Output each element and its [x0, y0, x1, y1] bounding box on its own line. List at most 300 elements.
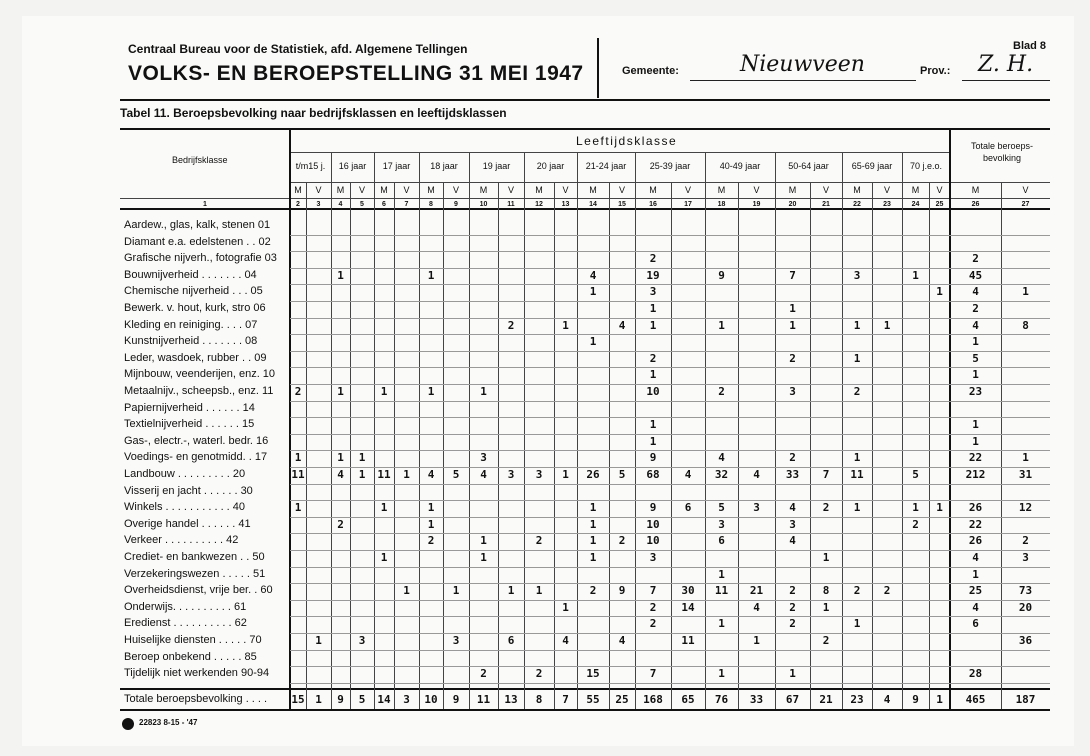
column-number: 25	[935, 201, 944, 208]
total-cell: 4	[883, 692, 891, 706]
table-cell: 11	[850, 468, 864, 481]
row-label: Kunstnijverheid . . . . . . . 08	[124, 335, 258, 348]
bureau-heading: Centraal Bureau voor de Statistiek, afd. Algemene Tellingen	[128, 42, 468, 56]
table-cell: 32	[714, 468, 729, 481]
form-title: VOLKS- EN BEROEPSTELLING 31 MEI 1947	[128, 62, 584, 85]
column-line	[671, 182, 672, 709]
leeftijdsklasse-header: Leeftijdsklasse	[576, 134, 678, 148]
table-cell: 1	[649, 368, 657, 382]
table-cell: 4	[427, 468, 435, 481]
mv-label: V	[618, 185, 625, 195]
row-rule	[290, 600, 1050, 601]
table-cell: 4	[480, 468, 487, 481]
table-cell: 6	[972, 617, 979, 631]
table-cell: 4	[972, 551, 979, 564]
table-cell: 1	[380, 385, 388, 398]
age-header-label: 50-64 jaar	[788, 161, 829, 171]
column-line	[443, 182, 444, 709]
table-cell: 1	[315, 634, 322, 647]
row-rule	[290, 318, 1050, 319]
mv-label: V	[684, 185, 691, 195]
row-rule	[290, 417, 1050, 418]
mv-label: V	[562, 185, 569, 195]
table-cell: 7	[649, 584, 657, 598]
row-rule	[290, 567, 1050, 568]
table-cell: 3	[753, 501, 760, 515]
row-label: Verkeer . . . . . . . . . . 42	[124, 534, 239, 547]
table-cell: 1	[427, 268, 435, 282]
title-rule	[120, 99, 1050, 101]
column-number: 19	[752, 201, 761, 208]
table-cell: 2	[427, 534, 435, 548]
table-cell: 3	[789, 517, 796, 531]
total-cell: 1	[315, 692, 322, 706]
mv-label: V	[936, 185, 943, 195]
table-cell: 23	[968, 385, 983, 398]
table-cell: 31	[1018, 468, 1033, 481]
table-cell: 1	[294, 501, 302, 515]
total-cell: 65	[681, 692, 695, 706]
column-number: 15	[618, 201, 626, 208]
age-header-label: 21-24 jaar	[585, 161, 627, 171]
table-cell: 1	[403, 584, 410, 598]
table-cell: 3	[649, 551, 657, 564]
table-cell: 3	[507, 468, 515, 481]
row-rule	[290, 251, 1050, 252]
column-number: 21	[822, 201, 830, 208]
table-cell: 4	[718, 451, 725, 465]
row-label: Tijdelijk niet werkenden 90-94	[124, 667, 270, 680]
column-number: 22	[853, 201, 861, 208]
table-cell: 22	[968, 451, 983, 465]
row-label: Beroep onbekend . . . . . 85	[124, 650, 257, 663]
table-cell: 10	[646, 385, 660, 398]
column-number: 1	[203, 201, 207, 208]
province-value: Z. H.	[978, 52, 1034, 77]
table-cell: 1	[789, 667, 796, 681]
table-cell: 1	[562, 600, 569, 614]
age-header-label: 18 jaar	[430, 161, 458, 171]
table-cell: 9	[649, 451, 657, 465]
table-cell: 1	[427, 501, 435, 515]
table-cell: 1	[294, 451, 302, 465]
row-label: Overige handel . . . . . . 41	[124, 517, 251, 530]
age-header-label: 19 jaar	[482, 161, 511, 171]
column-line	[872, 182, 873, 709]
table-cell: 2	[789, 584, 796, 598]
table-cell: 4	[972, 285, 979, 299]
row-label: Mijnbouw, veenderijen, enz. 10	[124, 368, 276, 381]
column-number: 3	[316, 201, 321, 208]
mv-label: M	[380, 185, 388, 195]
column-number: 12	[535, 201, 543, 208]
table-cell: 1	[535, 584, 543, 598]
table-cell: 11	[681, 634, 695, 647]
table-cell: 1	[972, 335, 979, 349]
table-cell: 26	[968, 501, 983, 515]
mv-label: V	[452, 185, 459, 195]
total-cell: 9	[337, 692, 344, 706]
table-cell: 73	[1018, 584, 1033, 598]
table-cell: 2	[649, 617, 657, 631]
total-cell: 5	[358, 692, 366, 706]
table-cell: 212	[965, 468, 986, 481]
table-cell: 1	[562, 318, 569, 332]
table-cell: 1	[1022, 285, 1029, 299]
row-rule	[290, 367, 1050, 368]
age-header-label: 65-69 jaar	[851, 161, 893, 171]
column-line	[609, 182, 610, 709]
total-cell: 8	[535, 692, 543, 706]
row-label: Bouwnijverheid . . . . . . . 04	[124, 268, 257, 281]
table-cell: 1	[822, 551, 830, 564]
column-line	[810, 182, 811, 709]
table-cell: 4	[618, 634, 626, 647]
total-cell: 76	[714, 692, 729, 706]
mv-label: V	[507, 185, 514, 195]
row-label: Onderwijs. . . . . . . . . . 61	[124, 600, 247, 613]
row-rule	[290, 434, 1050, 435]
total-cell: 1	[936, 692, 943, 706]
table-cell: 4	[972, 318, 979, 332]
row-rule	[290, 683, 1050, 684]
total-cell: 168	[643, 692, 663, 706]
row-label: Visserij en jacht . . . . . . 30	[124, 484, 253, 497]
age-header-label: 25-39 jaar	[649, 161, 691, 171]
row-label: Eredienst . . . . . . . . . . 62	[124, 617, 247, 630]
row-rule	[290, 401, 1050, 402]
mv-label: V	[883, 185, 890, 195]
age-header-label: 70 j.e.o.	[909, 161, 943, 171]
table-cell: 11	[714, 584, 729, 598]
table-cell: 45	[968, 268, 983, 282]
gemeente-line	[690, 80, 916, 81]
table-cell: 7	[822, 468, 830, 481]
table-cell: 2	[853, 584, 861, 598]
total-cell: 15	[291, 692, 305, 706]
mv-label: V	[1022, 185, 1029, 195]
table-cell: 2	[883, 584, 891, 598]
table-cell: 15	[586, 667, 600, 681]
header-divider	[597, 38, 599, 98]
column-number: 27	[1021, 201, 1030, 208]
table-cell: 2	[822, 501, 830, 515]
row-label: Metaalnijv., scheepsb., enz. 11	[124, 385, 274, 397]
table-cell: 1	[718, 667, 725, 681]
table-cell: 1	[649, 318, 657, 332]
table-cell: 1	[452, 584, 460, 598]
total-cell: 9	[912, 692, 919, 706]
table-bottom-rule	[120, 709, 1050, 711]
table-cell: 2	[507, 318, 515, 332]
row-rule	[290, 666, 1050, 667]
table-cell: 1	[972, 434, 979, 448]
table-cell: 1	[753, 634, 760, 647]
table-cell: 1	[589, 551, 597, 564]
total-cell: 3	[403, 692, 410, 706]
column-number: 26	[971, 201, 980, 208]
table-cell: 1	[337, 385, 344, 398]
table-cell: 1	[589, 335, 597, 349]
table-cell: 2	[853, 385, 861, 398]
table-cell: 1	[718, 318, 725, 332]
mv-label: V	[822, 185, 829, 195]
column-number: 13	[561, 201, 570, 208]
total-cell: 187	[1015, 692, 1036, 706]
row-label: Landbouw . . . . . . . . . 20	[124, 468, 246, 480]
age-header-label: 16 jaar	[338, 161, 367, 171]
table-cell: 1	[972, 567, 979, 581]
column-number: 7	[404, 201, 409, 208]
row-label: Bewerk. v. hout, kurk, stro 06	[124, 302, 266, 314]
row-rule	[290, 301, 1050, 302]
row-label: Crediet- en bankwezen . . 50	[124, 551, 265, 563]
table-cell: 2	[912, 517, 919, 531]
row-label: Gas-, electr.-, waterl. bedr. 16	[124, 434, 269, 447]
table-cell: 1	[507, 584, 515, 598]
table-cell: 4	[753, 600, 760, 614]
table-cell: 2	[972, 252, 979, 266]
table-top-rule	[120, 128, 1050, 130]
bedrijfsklasse-header: Bedrijfsklasse	[172, 155, 228, 165]
row-rule	[290, 484, 1050, 485]
row-label: Textielnijverheid . . . . . . 15	[124, 418, 255, 431]
table-title: Tabel 11. Beroepsbevolking naar bedrijfsklassen en leeftijdsklassen	[120, 106, 507, 120]
total-cell: 10	[424, 692, 438, 706]
table-cell: 5	[972, 351, 979, 365]
table-cell: 1	[936, 501, 943, 515]
total-cell: 13	[504, 692, 518, 706]
table-cell: 1	[912, 268, 919, 282]
row-rule	[290, 616, 1050, 617]
table-cell: 2	[789, 351, 796, 365]
table-cell: 4	[618, 318, 626, 332]
table-cell: 1	[789, 302, 796, 315]
table-cell: 1	[380, 551, 388, 564]
table-cell: 7	[789, 268, 796, 282]
table-cell: 33	[785, 468, 800, 481]
row-label: Verzekeringswezen . . . . . 51	[124, 567, 266, 580]
mv-label: V	[403, 185, 410, 195]
column-number: 16	[649, 201, 657, 208]
total-cell: 21	[819, 692, 833, 706]
table-cell: 2	[535, 667, 543, 681]
total-cell: 11	[476, 692, 491, 706]
table-cell: 20	[1018, 600, 1033, 614]
row-rule	[290, 550, 1050, 551]
header-bottom-rule	[120, 208, 1050, 210]
table-cell: 1	[337, 268, 344, 282]
row-label: Huiselijke diensten . . . . . 70	[124, 634, 262, 646]
row-rule	[290, 633, 1050, 634]
province-line	[962, 80, 1050, 81]
table-cell: 1	[649, 302, 657, 315]
table-cell: 3	[649, 285, 657, 299]
age-header-label: t/m15 j.	[295, 161, 326, 171]
table-cell: 1	[589, 517, 597, 531]
row-rule	[290, 334, 1050, 335]
table-cell: 11	[291, 468, 305, 481]
table-cell: 4	[684, 468, 692, 481]
column-number: 11	[507, 201, 515, 208]
table-cell: 1	[589, 285, 597, 299]
age-header-rule	[290, 152, 950, 153]
table-cell: 1	[853, 318, 861, 332]
table-cell: 2	[789, 617, 796, 631]
mv-label: M	[911, 185, 920, 195]
table-cell: 4	[753, 468, 760, 481]
column-line	[554, 182, 555, 709]
table-cell: 3	[452, 634, 460, 647]
province-label: Prov.:	[920, 65, 951, 77]
table-cell: 26	[968, 534, 983, 548]
totals-label: Totale beroepsbevolking . . . .	[124, 692, 268, 705]
column-number: 2	[296, 201, 300, 208]
mv-label: M	[294, 185, 302, 195]
table-cell: 1	[853, 501, 861, 515]
column-number: 9	[454, 201, 458, 208]
table-cell: 3	[358, 634, 366, 647]
table-cell: 25	[968, 584, 983, 598]
table-cell: 2	[649, 351, 657, 365]
mv-label: M	[479, 185, 488, 195]
column-line	[738, 182, 739, 709]
column-number: 8	[429, 201, 433, 208]
table-cell: 1	[1022, 451, 1029, 465]
row-label: Leder, wasdoek, rubber . . 09	[124, 351, 267, 364]
table-cell: 3	[535, 468, 543, 481]
gemeente-value: Nieuwveen	[740, 52, 865, 77]
mv-label: M	[589, 185, 597, 195]
table-cell: 2	[618, 534, 626, 548]
mv-label: V	[753, 185, 760, 195]
total-cell: 23	[850, 692, 864, 706]
table-cell: 10	[646, 517, 660, 531]
table-cell: 1	[480, 534, 487, 548]
table-cell: 2	[789, 451, 796, 465]
column-line	[498, 182, 499, 709]
total-cell: 67	[785, 692, 800, 706]
table-cell: 28	[968, 667, 983, 681]
table-cell: 6	[684, 501, 692, 515]
table-cell: 3	[853, 268, 861, 282]
table-cell: 1	[562, 468, 569, 481]
table-cell: 2	[337, 517, 344, 531]
row-label: Winkels . . . . . . . . . . . 40	[124, 501, 246, 514]
table-cell: 1	[358, 468, 366, 481]
table-cell: 1	[972, 368, 979, 382]
table-cell: 3	[718, 517, 725, 531]
column-line	[929, 182, 930, 709]
mv-label: M	[336, 185, 345, 195]
table-cell: 1	[589, 501, 597, 515]
mv-label: M	[649, 185, 657, 195]
row-rule	[290, 450, 1050, 451]
printer-logo-icon	[122, 718, 134, 730]
table-cell: 1	[649, 434, 657, 448]
table-cell: 12	[1018, 501, 1033, 515]
row-rule	[290, 533, 1050, 534]
totals-top-rule	[120, 688, 1050, 690]
table-cell: 1	[853, 351, 861, 365]
row-label: Voedings- en genotmidd. . 17	[124, 451, 268, 464]
total-cell: 465	[965, 692, 986, 706]
row-label: Chemische nijverheid . . . 05	[124, 285, 263, 298]
table-cell: 1	[427, 385, 435, 398]
table-cell: 5	[452, 468, 460, 481]
table-cell: 4	[337, 468, 344, 481]
column-number: 5	[360, 201, 364, 208]
row-rule	[290, 650, 1050, 651]
column-line	[1001, 182, 1002, 709]
column-line	[350, 182, 351, 709]
mv-label: M	[971, 185, 980, 195]
mv-label: V	[358, 185, 365, 195]
total-cell: 14	[377, 692, 391, 706]
table-cell: 2	[649, 252, 657, 266]
row-rule	[290, 268, 1050, 269]
column-number: 10	[479, 201, 488, 208]
table-cell: 1	[480, 551, 487, 564]
table-cell: 6	[507, 634, 515, 647]
row-rule	[290, 384, 1050, 385]
table-cell: 4	[562, 634, 569, 647]
total-cell: 9	[452, 692, 460, 706]
table-cell: 1	[358, 451, 366, 465]
column-number: 14	[589, 201, 597, 208]
age-header-label: 40-49 jaar	[719, 161, 761, 171]
row-label: Aardew., glas, kalk, stenen 01	[124, 219, 271, 231]
table-cell: 1	[883, 318, 891, 332]
table-cell: 1	[936, 285, 943, 299]
page-label: Blad 8	[1013, 40, 1047, 52]
column-number: 17	[684, 201, 692, 208]
table-cell: 8	[1022, 318, 1029, 332]
table-cell: 8	[822, 584, 830, 598]
row-label: Kleding en reiniging. . . . 07	[124, 318, 258, 331]
mv-label: M	[853, 185, 861, 195]
column-line	[394, 182, 395, 709]
column-number: 6	[382, 201, 386, 208]
table-cell: 9	[649, 501, 657, 515]
totals-column-divider	[949, 128, 951, 709]
table-cell: 2	[718, 385, 725, 398]
table-cell: 4	[789, 501, 796, 515]
table-cell: 1	[822, 600, 830, 614]
table-cell: 1	[853, 451, 861, 465]
row-label: Diamant e.a. edelstenen . . 02	[124, 235, 271, 248]
table-cell: 1	[427, 517, 435, 531]
table-cell: 1	[649, 418, 657, 432]
table-cell: 22	[968, 517, 983, 531]
table-cell: 9	[618, 584, 626, 598]
total-cell: 55	[586, 692, 600, 706]
row-rule	[290, 517, 1050, 518]
table-cell: 5	[618, 468, 626, 481]
print-code: 22823 8-15 - '47	[139, 718, 198, 727]
table-cell: 30	[681, 584, 695, 598]
table-cell: 1	[789, 318, 796, 332]
table-cell: 36	[1018, 634, 1033, 647]
mv-label: M	[535, 185, 543, 195]
table-cell: 1	[853, 617, 861, 631]
table-cell: 1	[380, 501, 388, 515]
table-cell: 2	[822, 634, 830, 647]
table-cell: 11	[377, 468, 391, 481]
table-cell: 1	[912, 501, 919, 515]
age-header-label: 20 jaar	[536, 161, 565, 171]
mv-label: V	[315, 185, 322, 195]
